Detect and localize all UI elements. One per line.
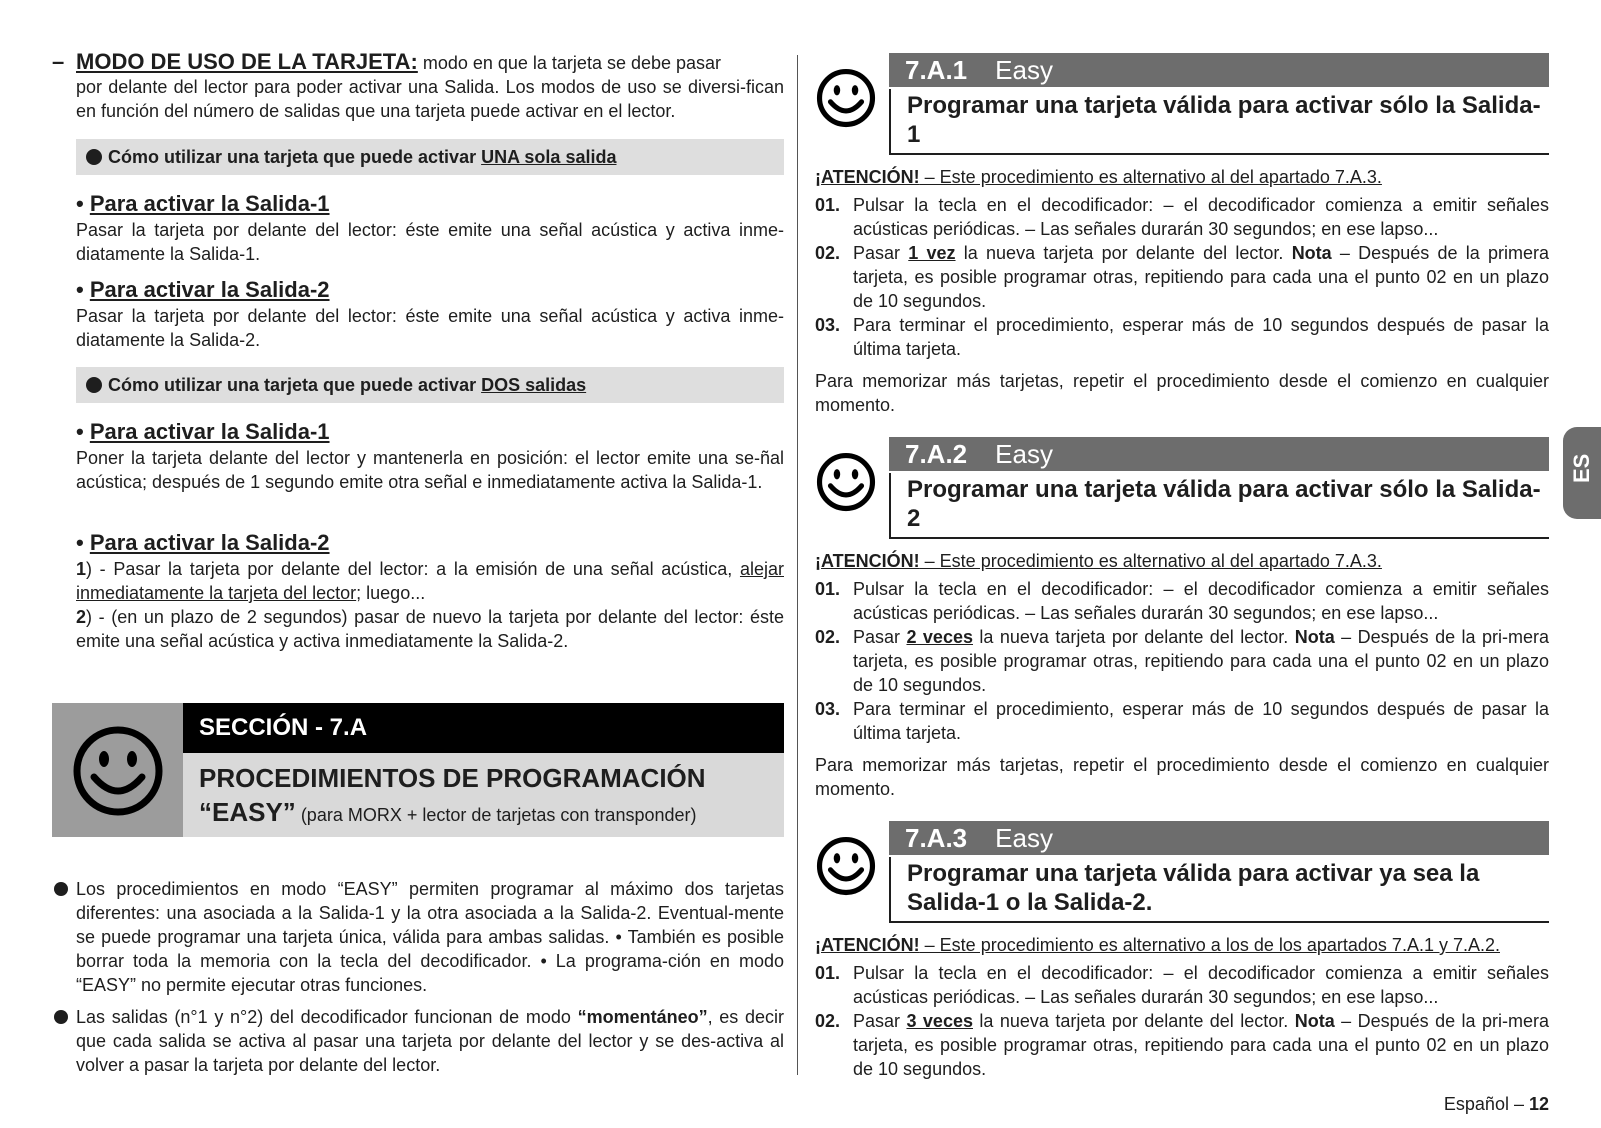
two-outputs-salida1 [76, 418, 784, 494]
info-bullet-1: Los procedimientos en modo “EASY” permiten programar al máximo dos tarjetas diferentes: una asociada a la Salida-1 y la otra asociada a la Salida-2. Eventual-mente se puede programar una tarjeta única, válida para ambas salidas. • También es posible borrar toda la memoria con la tecla del decodificador. • La programa-ción en modo “EASY” no permite ejecutar otras funciones. [52, 877, 784, 997]
bullet-dot-icon [54, 882, 68, 896]
memo-text: Para memorizar más tarjetas, repetir el procedimiento desde el comienzo en cualquier momento. [815, 371, 1549, 415]
step-01: 01. Pulsar la tecla en el decodificador: – el decodificador comienza a emitir señales acústicas periódicas. – Las señales durarán 30 segundos; en ese lapso... [815, 579, 1549, 623]
two-s1-text: Poner la tarjeta delante del lector y mantenerla en posición: el lector emite una se-ñal acústica; después de 1 segundo emite otra señal e inmediatamente activa la Salida-1. [76, 448, 784, 492]
attention-note: ¡ATENCIÓN! – Este procedimiento es alternativo al del apartado 7.A.3. [815, 167, 1382, 187]
column-divider [797, 55, 798, 1075]
procedure-header: 7.A.1 Easy [889, 53, 1549, 87]
language-tab[interactable] [1563, 427, 1601, 519]
attention-note: ¡ATENCIÓN! – Este procedimiento es alternativo a los de los apartados 7.A.1 y 7.A.2. [815, 935, 1500, 955]
one-output-salida2 [76, 276, 784, 352]
step-02: 02. Pasar 3 veces la nueva tarjeta por delante del lector. Nota – Después de la pri-mera tarjeta, es posible programar otras, repitiendo para cada una el punto 02 en un plazo de 10 segundos. [815, 1011, 1549, 1079]
intro-text-rest: por delante del lector para poder activar una Salida. Los modos de uso se diversi-fican en función del número de salidas que una tarjeta puede activar en el lector. [76, 77, 784, 121]
two-s2-step2: 2) - (en un plazo de 2 segundos) pasar de nuevo la tarjeta por delante del lector: éste emite una señal acústica y activa inmediatamente la Salida-2. [76, 607, 784, 651]
intro-heading: MODO DE USO DE LA TARJETA: [76, 49, 418, 74]
two-outputs-emph: DOS salidas [481, 375, 587, 395]
one-output-emph: UNA sola salida [481, 147, 617, 167]
step-02: 02. Pasar 1 vez la nueva tarjeta por delante del lector. Nota – Después de la primera tarjeta, es posible programar otras, repitiendo para cada una el punto 02 en un plazo de 10 segundos. [815, 243, 1549, 311]
bullet-char: • [76, 277, 84, 302]
one-output-salida1 [76, 190, 784, 266]
procedure-header: 7.A.2 Easy [889, 437, 1549, 471]
procedure-title: Programar una tarjeta válida para activar sólo la Salida-1 [889, 89, 1549, 155]
section-icon-box [52, 703, 183, 837]
section-label: SECCIÓN - 7.A [183, 703, 784, 753]
intro-paragraph [52, 50, 784, 123]
step-03: 03. Para terminar el procedimiento, esperar más de 10 segundos después de pasar la última tarjeta. [815, 699, 1549, 743]
step-03: 03. Para terminar el procedimiento, esperar más de 10 segundos después de pasar la última tarjeta. [815, 315, 1549, 359]
section-title: PROCEDIMIENTOS DE PROGRAMACIÓN [199, 763, 706, 793]
step-01: 01. Pulsar la tecla en el decodificador: – el decodificador comienza a emitir señales acústicas periódicas. – Las señales durarán 30 segundos; en ese lapso... [815, 963, 1549, 1007]
one-output-bar [76, 139, 784, 175]
two-s1-title: Para activar la Salida-1 [89, 419, 330, 444]
memo-text: Para memorizar más tarjetas, repetir el procedimiento desde el comienzo en cualquier momento. [815, 755, 1549, 799]
one-s2-text: Pasar la tarjeta por delante del lector: éste emite una señal acústica y activa inme-diatamente la Salida-2. [76, 306, 784, 350]
section-header [52, 703, 784, 837]
two-s2-step1: 1) - Pasar la tarjeta por delante del lector: a la emisión de una señal acústica, alejar inmediatamente la tarjeta del lector; luego... [76, 559, 784, 603]
intro-text-first: modo en que la tarjeta se debe pasar [417, 53, 722, 73]
step-02: 02. Pasar 2 veces la nueva tarjeta por delante del lector. Nota – Después de la pri-mera tarjeta, es posible programar otras, repitiendo para cada una el punto 02 en un plazo de 10 segundos. [815, 627, 1549, 695]
bullet-char: • [76, 419, 84, 444]
two-outputs-prefix: Cómo utilizar una tarjeta que puede activar [108, 375, 482, 395]
bullet-char: • [76, 530, 84, 555]
info-bullet-2: Las salidas (n°1 y n°2) del decodificador funcionan de modo “momentáneo”, es decir que cada salida se activa al pasar una tarjeta por delante del lector y se des-activa al volver a pasar la tarjeta por delante del lector. [52, 1005, 784, 1077]
smiley-icon [815, 451, 877, 513]
smiley-icon [815, 67, 877, 129]
one-s1-title: Para activar la Salida-1 [89, 191, 330, 216]
language-tab-label: ES [1569, 453, 1594, 483]
bullet-char: • [76, 191, 84, 216]
bullet-dot-icon [86, 377, 102, 393]
procedure-header: 7.A.3 Easy [889, 821, 1549, 855]
attention-note: ¡ATENCIÓN! – Este procedimiento es alternativo al del apartado 7.A.3. [815, 551, 1382, 571]
section-subtitle: “EASY” (para MORX + lector de tarjetas con transponder) [199, 797, 697, 827]
procedure-steps [815, 961, 1549, 1081]
one-output-prefix: Cómo utilizar una tarjeta que puede activar [108, 147, 482, 167]
procedure-steps [815, 577, 1549, 801]
smiley-icon [815, 835, 877, 897]
bullet-dot-icon [54, 1010, 68, 1024]
one-s1-text: Pasar la tarjeta por delante del lector: éste emite una señal acústica y activa inme-diatamente la Salida-1. [76, 220, 784, 264]
procedure-title: Programar una tarjeta válida para activar sólo la Salida-2 [889, 473, 1549, 539]
page-footer: Español – 12 [1443, 1094, 1549, 1114]
bullet-dot-icon [86, 149, 102, 165]
one-s2-title: Para activar la Salida-2 [89, 277, 330, 302]
procedure-steps [815, 193, 1549, 417]
procedure-title: Programar una tarjeta válida para activar ya sea la Salida-1 o la Salida-2. [889, 857, 1549, 923]
two-s2-title: Para activar la Salida-2 [89, 530, 330, 555]
two-outputs-bar [76, 367, 784, 403]
step-01: 01. Pulsar la tecla en el decodificador: – el decodificador comienza a emitir señales acústicas periódicas. – Las señales durarán 30 segundos; en ese lapso... [815, 195, 1549, 239]
two-outputs-salida2 [76, 529, 784, 653]
intro-dash: – [52, 49, 65, 74]
smiley-icon [70, 723, 166, 819]
page-number: 12 [1528, 1094, 1549, 1114]
